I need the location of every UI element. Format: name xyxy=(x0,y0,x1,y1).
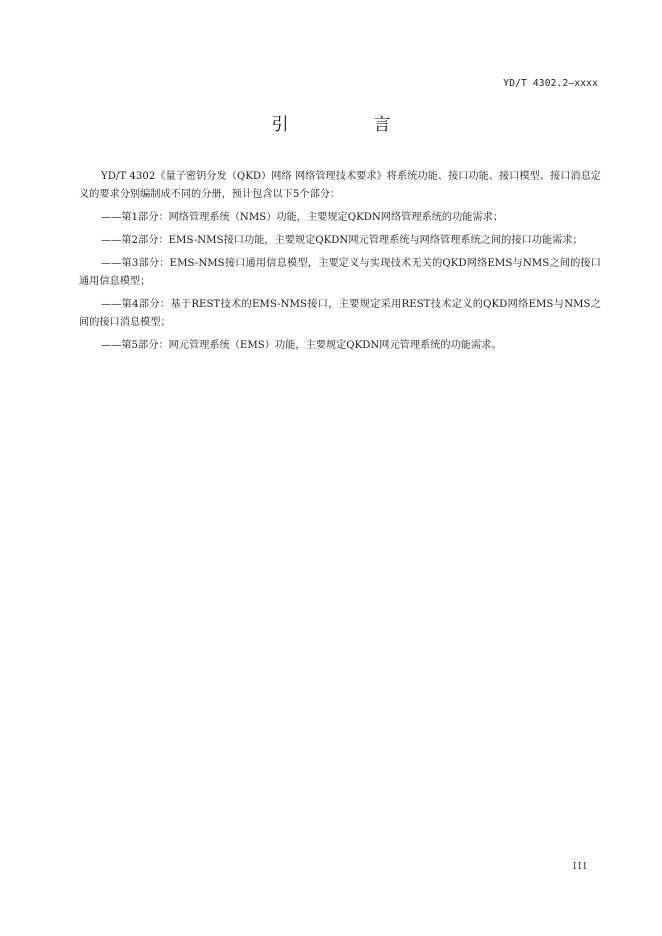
introduction-body xyxy=(79,168,601,360)
part-3-item: ——第3部分：EMS-NMS接口通用信息模型，主要定义与实现技术无关的QKD网络EMS与NMS之间的接口通用信息模型； xyxy=(79,258,601,287)
intro-paragraph: YD/T 4302《量子密钥分发（QKD）网络 网络管理技术要求》将系统功能、接口功能、接口模型、接口消息定义的要求分别编制成不同的分册，预计包含以下5个部分： xyxy=(79,171,601,200)
part-5-item: ——第5部分：网元管理系统（EMS）功能，主要规定QKDN网元管理系统的功能需求。 xyxy=(101,340,502,351)
page-number: III xyxy=(572,862,588,872)
part-2-item: ——第2部分：EMS-NMS接口功能，主要规定QKDN网元管理系统与网络管理系统之间的接口功能需求； xyxy=(101,235,583,246)
part-4-item: ——第4部分：基于REST技术的EMS-NMS接口，主要规定采用REST技术定义的QKD网络EMS与NMS之间的接口消息模型； xyxy=(79,299,601,328)
part-1-item: ——第1部分：网络管理系统（NMS）功能，主要规定QKDN网络管理系统的功能需求； xyxy=(101,212,504,223)
document-code: YD/T 4302.2—xxxx xyxy=(503,78,598,89)
section-title: 引 言 xyxy=(271,115,425,135)
